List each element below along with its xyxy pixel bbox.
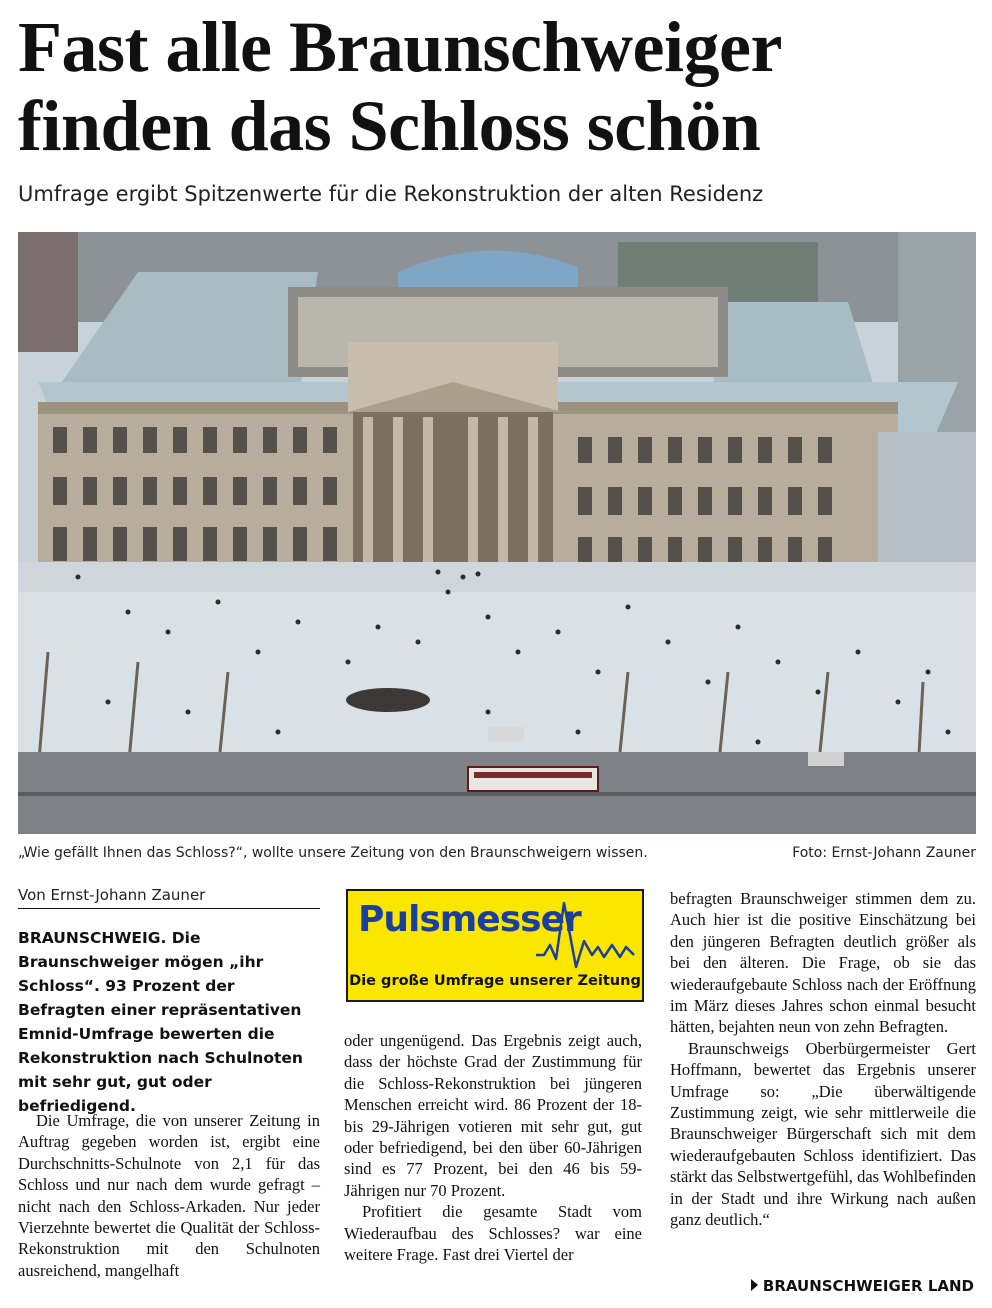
pulsmesser-title: Pulsmesser — [358, 899, 581, 940]
subheadline: Umfrage ergibt Spitzenwerte für die Rekonstruktion der alten Residenz — [18, 182, 764, 206]
heartbeat-line-icon — [536, 901, 636, 971]
body-paragraph: oder ungenügend. Das Ergebnis zeigt auch, dass der höchste Grad der Zustimmung für die Schloss-Rekonstruktion bei jüngeren Menschen erreicht wird. 86 Prozent der 18- bis 29-Jährigen votieren mit sehr gut, gut oder befriedigend, bei den über 60-Jährigen sind es 77 Prozent, bei den 46 bis 59-Jährigen nur 70 Prozent. — [344, 1031, 642, 1200]
pulsmesser-box — [346, 889, 644, 1002]
photo-caption-text: „Wie gefällt Ihnen das Schloss?“, wollte unsere Zeitung von den Braunschweigern wissen. — [18, 845, 648, 861]
headline-line-1: Fast alle Braunschweiger — [18, 7, 782, 87]
castle-photo-illustration — [18, 232, 976, 834]
body-paragraph: Die Umfrage, die von unserer Zeitung in Auftrag gegeben worden ist, ergibt eine Durchschnitts-Schulnote von 2,1 für das Schloss und nur nach dem wurde gefragt – nicht nach den Schloss-Arkaden. Nur jeder Vierzehnte bewertet die Qualität der Schloss-Rekonstruktion mit den Schulnoten ausreichend, mangelhaft — [18, 1111, 320, 1280]
castle-photo — [18, 232, 976, 834]
body-paragraph: befragten Braunschweiger stimmen dem zu. Auch hier ist die positive Einschätzung bei den jüngeren Befragten deutlich größer als bei den älteren. Die Frage, ob sie das wiederaufgebaute Schloss nach der Eröffnung im März dieses Jahres schon einmal besucht hätten, bejahten neun von zehn Befragten. — [670, 889, 976, 1037]
section-link-braunschweiger-land[interactable] — [747, 1277, 974, 1295]
body-column-3 — [670, 888, 976, 1231]
headline-line-2: finden das Schloss schön — [18, 86, 761, 166]
body-paragraph: Profitiert die gesamte Stadt vom Wiederaufbau des Schlosses? war eine weitere Frage. Fast drei Viertel der — [344, 1202, 642, 1265]
body-column-2 — [344, 1030, 642, 1265]
lead-paragraph: BRAUNSCHWEIG. Die Braunschweiger mögen „ihr Schloss“. 93 Prozent der Befragten einer repräsentativen Emnid-Umfrage bewerten die Rekonstruktion nach Schulnoten mit sehr gut, gut oder befriedigend. — [18, 929, 303, 1115]
body-column-1 — [18, 1110, 320, 1281]
headline — [18, 8, 978, 166]
triangle-right-icon — [751, 1279, 758, 1291]
byline: Von Ernst-Johann Zauner — [18, 886, 320, 909]
section-link-label: BRAUNSCHWEIGER LAND — [762, 1277, 974, 1295]
pulsmesser-subtitle: Die große Umfrage unserer Zeitung — [349, 973, 641, 989]
photo-credit: Foto: Ernst-Johann Zauner — [792, 845, 976, 861]
photo-caption — [18, 845, 976, 867]
body-paragraph: Braunschweigs Oberbürgermeister Gert Hoffmann, bewertet das Ergebnis unserer Umfrage so: „Die überwältigende Zustimmung zeigt, wie sehr mittlerweile die Braunschweiger Bürgerschaft sich mit dem wiederaufgebauten Schloss identifiziert. Das stärkt das Selbstwertgefühl, das Wohlbefinden in der Stadt und ihre Wirkung nach außen ganz deutlich.“ — [670, 1038, 976, 1230]
